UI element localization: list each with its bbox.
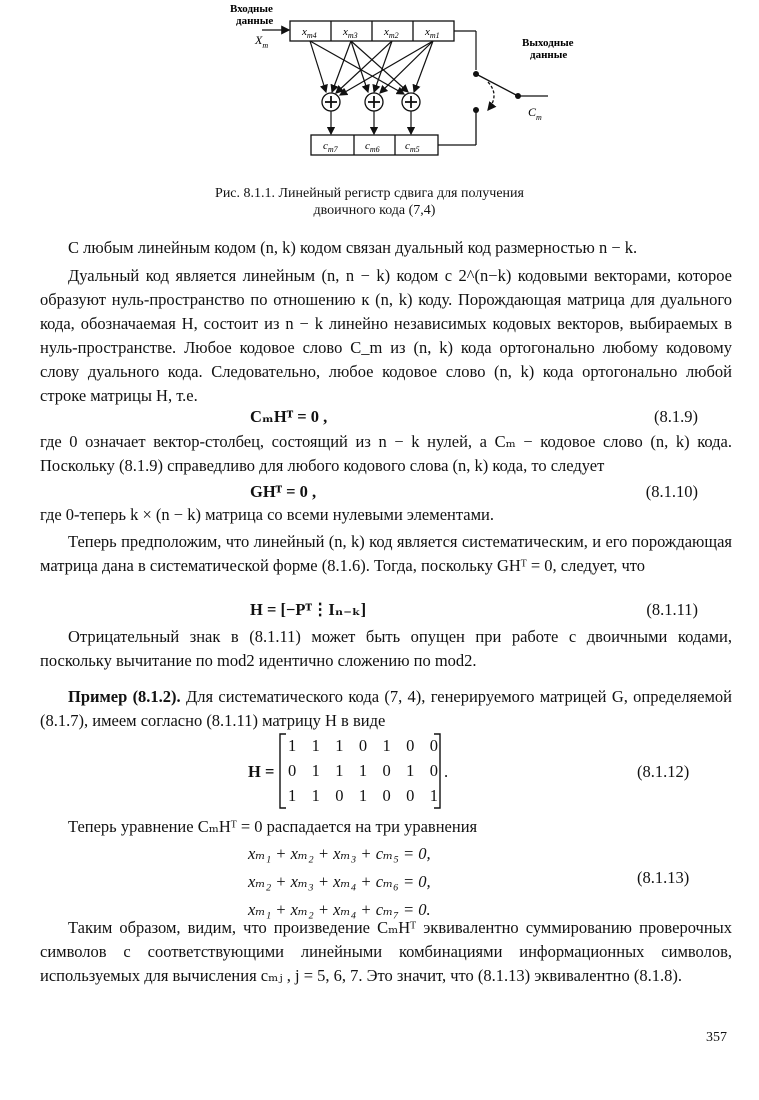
paragraph-2: Дуальный код является линейным (n, n − k) кодом с 2^(n−k) кодовыми векторами, которое образуют нуль-пространство по отношению к (n, k) коду. Порождающая матрица для дуального кода, обозначаемая H, состоит из n − k линейно независимых кодовых векторов, выбираемых в нуль-пространстве. Любое кодовое слово C_m из (n, k) кода ортогонально любому кодовому слову дуального кода. Следовательно, любое кодовое слово (n, k) кода ортогонально любой строке матрицы H, т.е. [40, 266, 732, 405]
figure-caption-line2: двоичного кода (7,4) [313, 203, 436, 218]
example-title: Пример (8.1.2). [68, 687, 181, 706]
paragraph-8: Теперь уравнение CₘHᵀ = 0 распадается на три уравнения [68, 817, 478, 836]
example-text: Для систематического кода (7, 4), генерируемого матрицей G, определяемой (8.1.7), имеем согласно (8.1.11) матрицу H в виде [40, 687, 732, 730]
register-cell-1: $x_{m4}$ [302, 26, 317, 40]
equation-8-1-13-line-1: xₘ₁ + xₘ₂ + xₘ₃ + cₘ₅ = 0, [248, 844, 431, 863]
input-label-line2: данные [236, 15, 274, 27]
matrix-period: . [444, 762, 449, 781]
input-label-line1: Входные [230, 3, 273, 15]
register-cell-2: $x_{m3}$ [343, 26, 358, 40]
switch-symbol: $C_m$ [528, 105, 542, 122]
paragraph-3: где 0 означает вектор-столбец, состоящий из n − k нулей, а Cₘ − кодовое слово (n, k) кода. Поскольку (8.1.9) справедливо для любого кодового слова (n, k) кода, то следует [40, 432, 732, 475]
parity-cell-3: $c_{m5}$ [405, 140, 420, 154]
input-symbol: $X_m$ [255, 33, 269, 50]
equation-8-1-9-body: CₘHᵀ = 0 , [250, 407, 328, 426]
figure-caption-line1: Рис. 8.1.1. Линейный регистр сдвига для получения [215, 186, 524, 201]
equation-8-1-9-number: (8.1.9) [654, 407, 698, 426]
equation-8-1-10 [40, 480, 732, 504]
equation-8-1-13-system [248, 840, 431, 924]
equation-8-1-10-body: GHᵀ = 0 , [250, 482, 317, 501]
equation-8-1-12-number: (8.1.12) [637, 762, 690, 781]
paragraph-6: Отрицательный знак в (8.1.11) может быть опущен при работе с двоичными кодами, поскольку вычитание по mod2 идентично сложению по mod2. [40, 627, 732, 670]
equation-8-1-11 [40, 598, 732, 622]
paragraph-9: Таким образом, видим, что произведение CₘHᵀ эквивалентно суммированию проверочных символов с соответствующими линейными комбинациями информационных символов, используемых для вычисления cₘⱼ , j = 5, 6, 7. Это значит, что (8.1.13) эквивалентно (8.1.8). [40, 918, 732, 985]
equation-8-1-11-number: (8.1.11) [646, 600, 698, 619]
page-number: 357 [706, 1030, 727, 1045]
paragraph-1: С любым линейным кодом (n, k) кодом связан дуальный код размерностью n − k. [68, 238, 638, 257]
equation-8-1-13-line-2: xₘ₂ + xₘ₃ + xₘ₄ + cₘ₆ = 0, [248, 872, 431, 891]
matrix-lhs: H = [248, 762, 275, 781]
parity-cell-2: $c_{m6}$ [365, 140, 380, 154]
matrix-row-1: 1 1 1 0 1 0 0 [288, 736, 438, 755]
output-label-line2: данные [530, 49, 568, 61]
shift-register-diagram [0, 0, 759, 175]
equation-8-1-11-body: H = [−Pᵀ⋮Iₙ₋ₖ] [250, 600, 367, 619]
paragraph-4: где 0-теперь k × (n − k) матрица со всеми нулевыми элементами. [40, 505, 494, 524]
matrix-row-2: 0 1 1 1 0 1 0 [288, 761, 438, 780]
register-cell-4: $x_{m1}$ [425, 26, 440, 40]
parity-check-matrix [278, 732, 442, 810]
parity-cell-1: $c_{m7}$ [323, 140, 338, 154]
equation-8-1-10-number: (8.1.10) [645, 482, 698, 501]
equation-8-1-13-number: (8.1.13) [637, 868, 690, 887]
paragraph-example [40, 685, 732, 733]
paragraph-5: Теперь предположим, что линейный (n, k) код является систематическим, и его порождающая матрица дана в систематической форме (8.1.6). Тогда, поскольку GHᵀ = 0, следует, что [40, 532, 732, 575]
output-label-line1: Выходные [522, 37, 574, 49]
register-cell-3: $x_{m2}$ [384, 26, 399, 40]
equation-8-1-9 [40, 405, 732, 429]
matrix-row-3: 1 1 0 1 0 0 1 [288, 786, 438, 805]
equation-8-1-13-line-3: xₘ₁ + xₘ₂ + xₘ₄ + cₘ₇ = 0. [248, 900, 431, 919]
